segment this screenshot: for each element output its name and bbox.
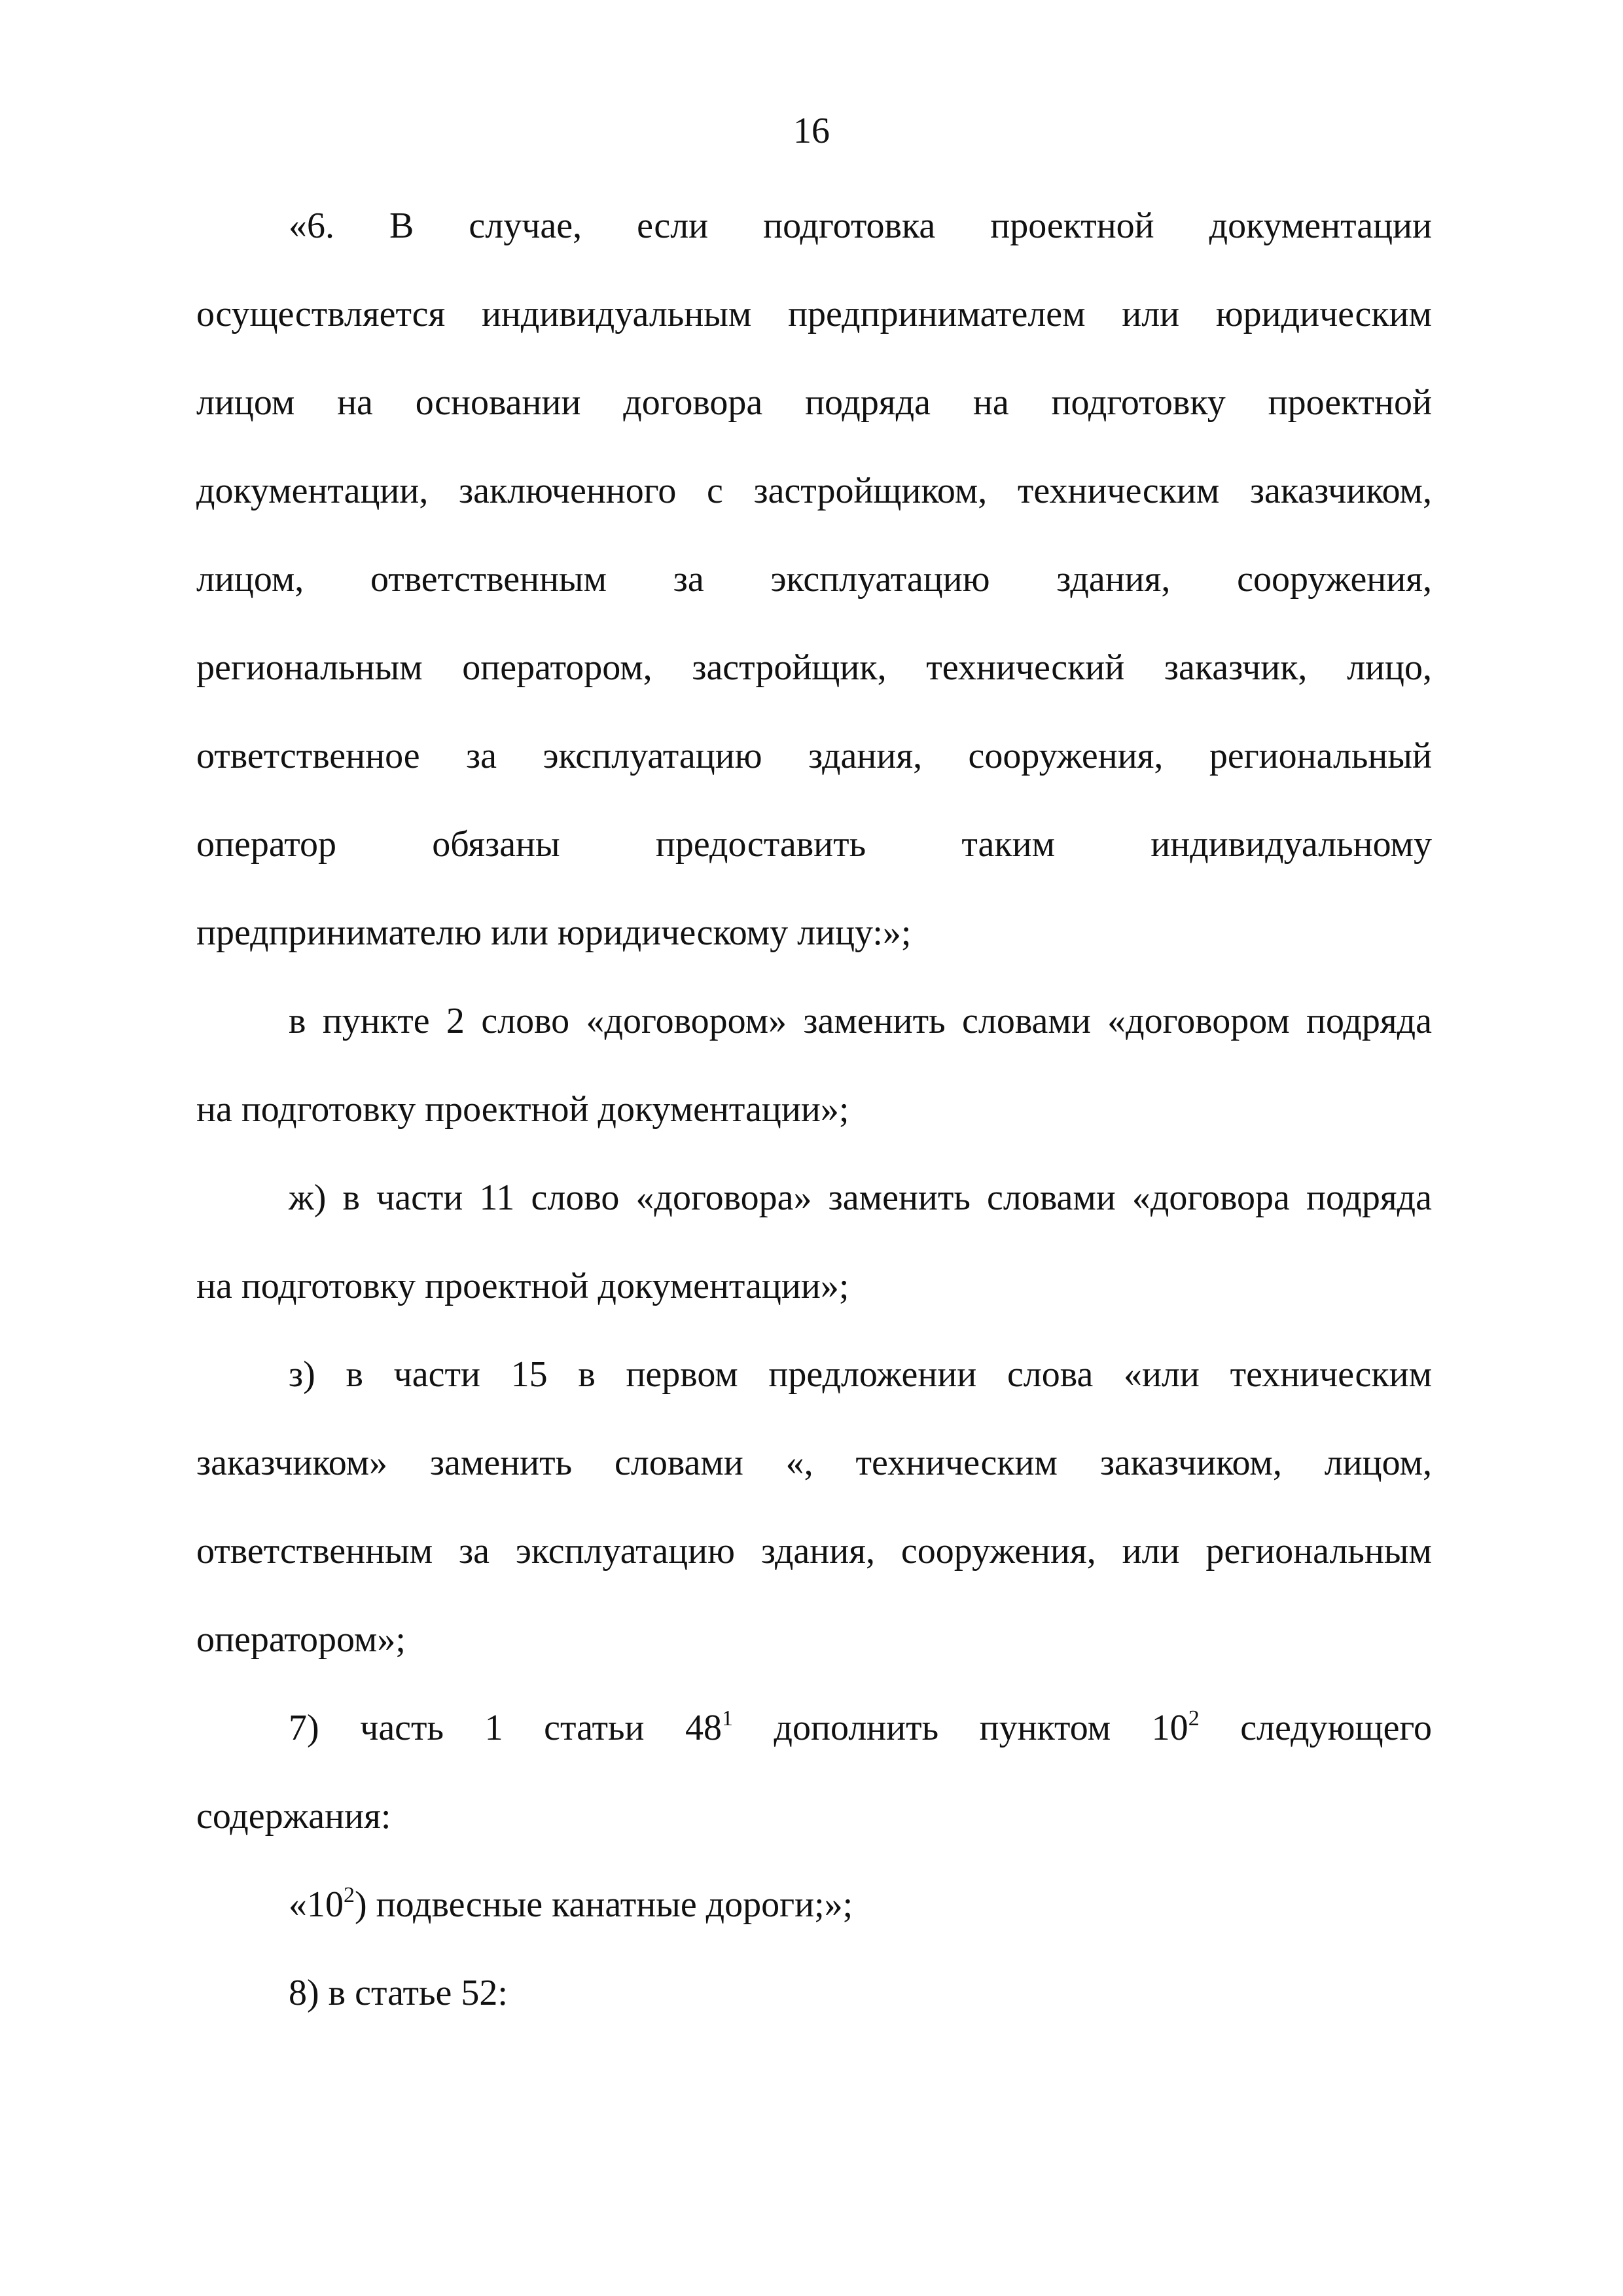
superscript: 1 [722,1706,733,1731]
text-line: «6. В случае, если подготовка проектной документации [289,206,1432,246]
text-line: заказчиком» заменить словами «, техническим заказчиком, лицом, [196,1443,1432,1483]
page-number: 16 [793,111,830,151]
text-fragment: следующего [1199,1708,1432,1748]
text-line: ж) в части 11 слово «договора» заменить словами «договора подряда [289,1177,1432,1218]
text-line: на подготовку проектной документации»; [196,1266,849,1306]
text-line: 8) в статье 52: [289,1973,508,2013]
text-line [289,1878,1432,1931]
text-line: на подготовку проектной документации»; [196,1089,849,1130]
text-fragment: ) подвесные канатные дороги;»; [355,1884,853,1925]
text-fragment: «10 [289,1884,344,1925]
text-line: лицом, ответственным за эксплуатацию здания, сооружения, [196,559,1432,600]
text-fragment: 7) часть 1 статьи 48 [289,1708,722,1748]
text-line: региональным оператором, застройщик, технический заказчик, лицо, [196,647,1432,688]
text-line: документации, заключенного с застройщиком, техническим заказчиком, [196,471,1432,511]
text-line [289,1702,1432,1754]
text-line: осуществляется индивидуальным предпринимателем или юридическим [196,294,1432,334]
text-line: оператором»; [196,1619,406,1660]
text-line: лицом на основании договора подряда на подготовку проектной [196,382,1432,423]
superscript: 2 [344,1883,355,1907]
text-line: з) в части 15 в первом предложении слова «или техническим [289,1354,1432,1395]
text-fragment: дополнить пунктом 10 [733,1708,1188,1748]
text-line: в пункте 2 слово «договором» заменить словами «договором подряда [289,1001,1432,1041]
text-line: оператор обязаны предоставить таким индивидуальному [196,824,1432,865]
text-line: ответственное за эксплуатацию здания, сооружения, региональный [196,736,1432,776]
text-line: содержания: [196,1796,391,1837]
superscript: 2 [1188,1706,1200,1731]
text-line: ответственным за эксплуатацию здания, сооружения, или региональным [196,1531,1432,1571]
text-line: предпринимателю или юридическому лицу:»; [196,912,912,953]
